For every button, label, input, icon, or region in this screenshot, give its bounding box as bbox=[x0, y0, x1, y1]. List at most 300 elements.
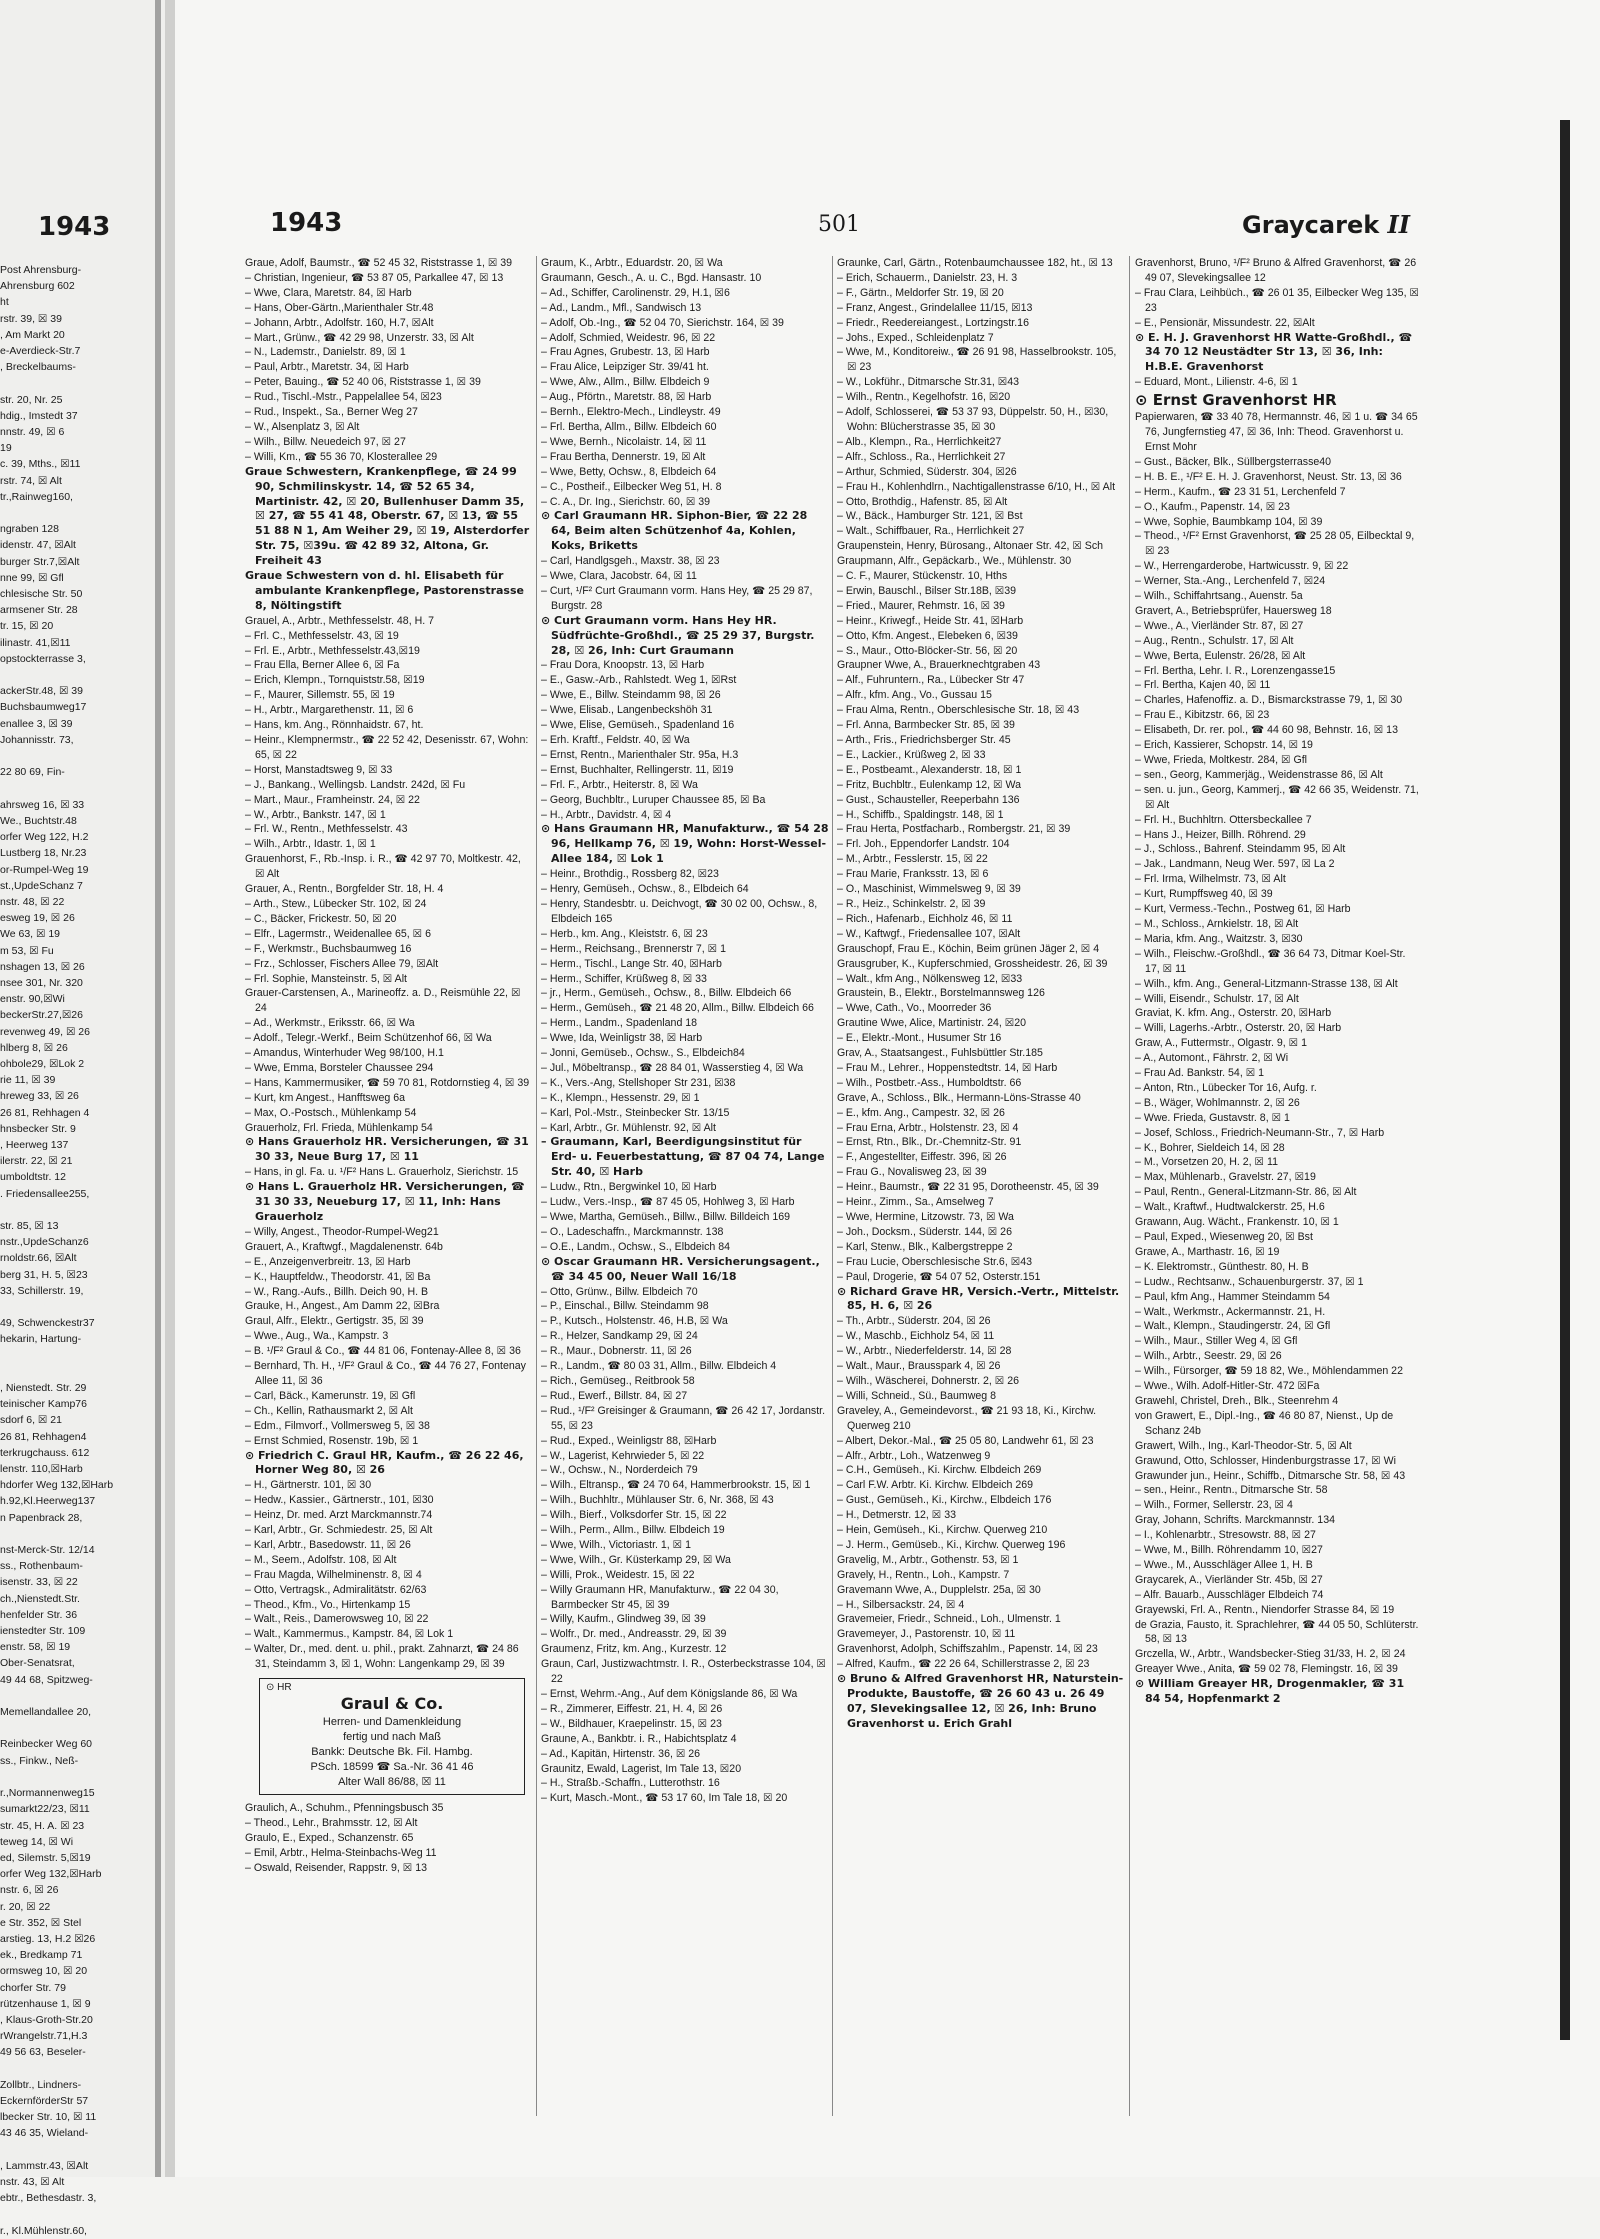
directory-entry: – Rud., Tischl.-Mstr., Pappelallee 54, ☒23 bbox=[245, 391, 442, 404]
left-fragment-line bbox=[0, 1526, 155, 1542]
left-fragment-line: ss., Finkw., Neß- bbox=[0, 1754, 79, 1767]
directory-entry: Grauenhorst, F., Rb.-Insp. i. R., ☎ 42 97 70, Moltkestr. 42, ☒ Alt bbox=[245, 853, 521, 881]
left-fragment-line bbox=[0, 1769, 155, 1785]
directory-entry: – Kurt, Vermess.-Techn., Postweg 61, ☒ Harb bbox=[1135, 903, 1351, 916]
directory-entry: Grauert, A., Kraftwgf., Magdalenenstr. 64b bbox=[245, 1240, 443, 1253]
directory-entry: – Gust., Gemüseh., Ki., Kirchw., Elbdeich 176 bbox=[837, 1494, 1052, 1507]
directory-entry: ⊙ Bruno & Alfred Gravenhorst HR, Naturstein-Produkte, Baustoffe, ☎ 26 60 43 u. 26 49 07, Slevekingsallee 12, ☒ 26, Inh: Bruno Gravenhorst u. Erich Grahl bbox=[837, 1672, 1124, 1730]
directory-entry: – Jonni, Gemüseb., Ochsw., S., Elbdeich84 bbox=[541, 1047, 745, 1060]
directory-entry: – W., Lokführ., Ditmarsche Str.31, ☒43 bbox=[837, 376, 1020, 389]
directory-entry: – Frau G., Novalisweg 23, ☒ 39 bbox=[837, 1166, 987, 1179]
left-fragment-line: Ahrensburg 602 bbox=[0, 280, 75, 293]
left-fragment-line: n Papenbrack 28, bbox=[0, 1511, 83, 1524]
directory-entry: – Franz, Angest., Grindelallee 11/15, ☒13 bbox=[837, 301, 1033, 314]
directory-entry: – Walt., Kammermus., Kampstr. 84, ☒ Lok 1 bbox=[245, 1628, 454, 1641]
directory-entry: – Willy, Kaufm., Glindweg 39, ☒ 39 bbox=[541, 1613, 706, 1626]
directory-entry: – Heinr., Zimm., Sa., Amselweg 7 bbox=[837, 1196, 994, 1209]
directory-entry: – Frl. Bertha, Kajen 40, ☒ 11 bbox=[1135, 679, 1271, 692]
directory-entry: – Karl, Arbtr., Gr. Mühlenstr. 92, ☒ Alt bbox=[541, 1121, 716, 1134]
directory-entry: – Kurt, km Angest., Hanfftsweg 6a bbox=[245, 1091, 405, 1104]
directory-entry: – Willi, Schneid., Sü., Baumweg 8 bbox=[837, 1389, 996, 1402]
directory-entry: – Walt., Werkmstr., Ackermannstr. 21, H. bbox=[1135, 1305, 1326, 1318]
directory-entry: – Wwe, Wilh., Gr. Küsterkamp 29, ☒ Wa bbox=[541, 1553, 731, 1566]
directory-entry: – E., kfm. Ang., Campestr. 32, ☒ 26 bbox=[837, 1106, 1005, 1119]
left-fragment-line: henfelder Str. 36 bbox=[0, 1608, 78, 1621]
directory-entry: – Hedw., Kassier., Gärtnerstr., 101, ☒30 bbox=[245, 1494, 434, 1507]
left-page-text bbox=[0, 262, 155, 2239]
directory-entry: – Wwe, Wilh., Victoriastr. 1, ☒ 1 bbox=[541, 1538, 692, 1551]
directory-entry: – Elfr., Lagermstr., Weidenallee 65, ☒ 6 bbox=[245, 927, 431, 940]
directory-entry: – Edm., Filmvorf., Vollmersweg 5, ☒ 38 bbox=[245, 1419, 430, 1432]
directory-entry: von Grawert, E., Dipl.-Ing., ☎ 46 80 87, Nienst., Up de Schanz 24b bbox=[1135, 1409, 1394, 1437]
directory-entry: ⊙ Curt Graumann vorm. Hans Hey HR. Südfrüchte-Großhdl., ☎ 25 29 37, Burgstr. 28, ☒ 26, Inh: Curt Graumann bbox=[541, 613, 815, 657]
left-fragment-line: r. 20, ☒ 22 bbox=[0, 1900, 51, 1913]
directory-entry: – Alfr., kfm. Ang., Vo., Gussau 15 bbox=[837, 689, 992, 702]
directory-entry: – W., Alsenplatz 3, ☒ Alt bbox=[245, 420, 360, 433]
advertisement-box bbox=[259, 1678, 525, 1795]
directory-entry: – Adolf, Schlosserei, ☎ 53 37 93, Düppelstr. 50, H., ☒30, Wohn: Blücherstrasse 35, ☒ 30 bbox=[837, 406, 1109, 433]
left-fragment-line: hdig., Imstedt 37 bbox=[0, 409, 78, 422]
directory-entry: – Heinr., Baumstr., ☎ 22 31 95, Dorotheenstr. 45, ☒ 39 bbox=[837, 1181, 1099, 1194]
directory-entry: – Otto, Grünw., Billw. Elbdeich 70 bbox=[541, 1285, 698, 1298]
directory-entry: – R., Maur., Dobnerstr. 11, ☒ 26 bbox=[541, 1345, 692, 1358]
directory-entry: – E., Elektr.-Mont., Husumer Str 16 bbox=[837, 1032, 1002, 1045]
directory-entry: – Kurt, Rumpffsweg 40, ☒ 39 bbox=[1135, 888, 1273, 901]
directory-entry: – Josef, Schloss., Friedrich-Neumann-Str., 7, ☒ Harb bbox=[1135, 1126, 1385, 1139]
directory-entry: – Horst, Manstadtsweg 9, ☒ 33 bbox=[245, 763, 393, 776]
directory-entry: – R., Zimmerer, Eiffestr. 21, H. 4, ☒ 26 bbox=[541, 1702, 723, 1715]
directory-entry: Graue, Adolf, Baumstr., ☎ 52 45 32, Riststrasse 1, ☒ 39 bbox=[245, 257, 513, 269]
column-1 bbox=[245, 256, 533, 2116]
left-fragment-line: hekarin, Hartung- bbox=[0, 1333, 82, 1346]
directory-entry: – E., Pensionär, Missundestr. 22, ☒Alt bbox=[1135, 316, 1315, 329]
left-fragment-line: hnsbecker Str. 9 bbox=[0, 1122, 76, 1135]
left-fragment-line: Zollbtr., Lindners- bbox=[0, 2078, 82, 2091]
left-fragment-line: 33, Schillerstr. 19, bbox=[0, 1284, 84, 1297]
left-fragment-line: enallee 3, ☒ 39 bbox=[0, 717, 73, 730]
book-gutter bbox=[165, 0, 175, 2177]
directory-entry: – Theod., Lehr., Brahmsstr. 12, ☒ Alt bbox=[245, 1817, 418, 1829]
directory-entry: – Alfr., Schloss., Ra., Herrlichkeit 27 bbox=[837, 450, 1006, 463]
directory-entry: – W., Lagerist, Kehrwieder 5, ☒ 22 bbox=[541, 1449, 705, 1462]
directory-entry: – Wwe, Betty, Ochsw., 8, Elbdeich 64 bbox=[541, 465, 717, 478]
directory-entry: – Frl. Joh., Eppendorfer Landstr. 104 bbox=[837, 838, 1010, 851]
directory-entry: – Walt., Maur., Brausspark 4, ☒ 26 bbox=[837, 1360, 1001, 1373]
directory-entry: – Wilh., Bierf., Volksdorfer Str. 15, ☒ 22 bbox=[541, 1509, 727, 1522]
directory-entry: – Ernst, Rentn., Marienthaler Str. 95a, H.3 bbox=[541, 748, 739, 761]
directory-entry: Gravenhorst, Adolph, Schiffszahlm., Papenstr. 14, ☒ 23 bbox=[837, 1643, 1098, 1656]
directory-entry: – Wilh., kfm. Ang., General-Litzmann-Strasse 138, ☒ Alt bbox=[1135, 977, 1398, 990]
directory-entry: – Theod., ¹/F² Ernst Gravenhorst, ☎ 25 28 05, Eilbecktal 9, ☒ 23 bbox=[1135, 530, 1415, 558]
left-fragment-line: e Str. 352, ☒ Stel bbox=[0, 1916, 82, 1929]
left-fragment-line: ngraben 128 bbox=[0, 523, 59, 536]
directory-entry: – Frau Lucie, Oberschlesische Str.6, ☒43 bbox=[837, 1255, 1032, 1268]
directory-entry: Graune, A., Bankbtr. i. R., Habichtsplatz 4 bbox=[541, 1732, 737, 1745]
directory-entry: – Alfr. Bauarb., Ausschläger Elbdeich 74 bbox=[1135, 1588, 1324, 1601]
left-fragment-line: ohbole29, ☒Lok 2 bbox=[0, 1057, 85, 1070]
directory-entry: – Curt, ¹/F² Curt Graumann vorm. Hans Hey, ☎ 25 29 87, Burgstr. 28 bbox=[541, 584, 813, 612]
directory-entry: – Frau E., Kibitzstr. 66, ☒ 23 bbox=[1135, 709, 1270, 722]
directory-entry: – Wilh., Postbetr.-Ass., Humboldtstr. 66 bbox=[837, 1076, 1022, 1089]
directory-entry: – Wilh., Arbtr., Idastr. 1, ☒ 1 bbox=[245, 838, 376, 851]
directory-entry: – Amandus, Winterhuder Weg 98/100, H.1 bbox=[245, 1047, 444, 1060]
directory-entry: – Paul, kfm Ang., Hammer Steindamm 54 bbox=[1135, 1290, 1330, 1303]
left-fragment-line: 19 bbox=[0, 442, 12, 455]
column-rule bbox=[1129, 256, 1130, 2116]
directory-entry: – Willi, Km., ☎ 55 36 70, Klosterallee 29 bbox=[245, 450, 438, 463]
left-fragment-line: lbecker Str. 10, ☒ 11 bbox=[0, 2111, 97, 2124]
directory-entry: – Fritz, Buchbltr., Eulenkamp 12, ☒ Wa bbox=[837, 778, 1021, 791]
directory-entry: – J. Herm., Gemüseb., Ki., Kirchw. Querweg 196 bbox=[837, 1538, 1066, 1551]
directory-entry: – M., Vorsetzen 20, H. 2, ☒ 11 bbox=[1135, 1156, 1278, 1169]
left-fragment-line: ch.,Nienstedt.Str. bbox=[0, 1592, 80, 1605]
left-fragment-line bbox=[0, 781, 155, 797]
directory-entry: Gravely, H., Rentn., Loh., Kampstr. 7 bbox=[837, 1568, 1010, 1581]
directory-entry: – Frau Ad. Bankstr. 54, ☒ 1 bbox=[1135, 1067, 1265, 1080]
directory-entry: – Wilh., Former, Sellerstr. 23, ☒ 4 bbox=[1135, 1499, 1293, 1512]
directory-entry: – W., Bildhauer, Kraepelinstr. 15, ☒ 23 bbox=[541, 1717, 722, 1730]
directory-entry: – E., Postbeamt., Alexanderstr. 18, ☒ 1 bbox=[837, 763, 1022, 776]
directory-entry: – Henry, Gemüseh., Ochsw., 8., Elbdeich 64 bbox=[541, 883, 749, 896]
directory-entry: – Johann, Arbtr., Adolfstr. 160, H.7, ☒Alt bbox=[245, 316, 434, 329]
directory-entry: – Wilh., Rentn., Kegelhofstr. 16, ☒20 bbox=[837, 391, 1011, 404]
left-fragment-line: st.,UpdeSchanz 7 bbox=[0, 879, 83, 892]
directory-entry: – Willy, Angest., Theodor-Rumpel-Weg21 bbox=[245, 1225, 439, 1238]
ad-line1: Herren- und Damenkleidung bbox=[322, 1716, 462, 1729]
directory-entry: – Paul, Rentn., General-Litzmann-Str. 86, ☒ Alt bbox=[1135, 1186, 1357, 1199]
directory-entry: – Frau Dora, Knoopstr. 13, ☒ Harb bbox=[541, 659, 705, 672]
directory-entry: – Rich., Gemüseg., Reitbrook 58 bbox=[541, 1374, 695, 1387]
left-fragment-line: Memellandallee 20, bbox=[0, 1706, 92, 1719]
directory-entry: – Wwe., A., Vierländer Str. 87, ☒ 27 bbox=[1135, 619, 1304, 632]
directory-entry: Grawann, Aug. Wächt., Frankenstr. 10, ☒ 1 bbox=[1135, 1216, 1339, 1229]
directory-entry: Grausgruber, K., Kupferschmied, Grossheidestr. 26, ☒ 39 bbox=[837, 957, 1108, 970]
directory-entry: – O., Kaufm., Papenstr. 14, ☒ 23 bbox=[1135, 500, 1290, 513]
directory-entry: – R., Helzer, Sandkamp 29, ☒ 24 bbox=[541, 1330, 698, 1343]
directory-entry: – Wwe, Clara, Jacobstr. 64, ☒ 11 bbox=[541, 570, 697, 583]
directory-entry: Graycarek, A., Vierländer Str. 45b, ☒ 27 bbox=[1135, 1573, 1323, 1586]
directory-entry: – Willy Graumann HR, Manufakturw., ☎ 22 04 30, Barmbecker Str 45, ☒ 39 bbox=[541, 1583, 779, 1611]
page-edge bbox=[1560, 120, 1570, 2040]
left-fragment-line: lenstr. 110,☒Harb bbox=[0, 1463, 83, 1476]
directory-entry: – J., Bankang., Wellingsb. Landstr. 242d, ☒ Fu bbox=[245, 778, 466, 791]
directory-entry: – Ernst, Buchhalter, Rellingerstr. 11, ☒19 bbox=[541, 763, 734, 776]
left-fragment-line: nsee 301, Nr. 320 bbox=[0, 976, 83, 989]
ad-line2: fertig und nach Maß bbox=[343, 1731, 441, 1744]
directory-entry: – sen. u. jun., Georg, Kammerj., ☎ 42 66 35, Weidenstr. 71, ☒ Alt bbox=[1135, 783, 1419, 811]
directory-entry: Grauke, H., Angest., Am Damm 22, ☒Bra bbox=[245, 1300, 440, 1313]
left-fragment-line: sumarkt22/23, ☒11 bbox=[0, 1803, 90, 1816]
directory-entry: – Hans, Ober-Gärtn.,Marienthaler Str.48 bbox=[245, 301, 434, 314]
directory-entry: – Frl. Bertha, Lehr. I. R., Lorenzengasse15 bbox=[1135, 664, 1336, 677]
directory-entry: – Ad., Landm., Mfl., Sandwisch 13 bbox=[541, 301, 702, 314]
directory-entry: – B., Wäger, Wohlmannstr. 2, ☒ 26 bbox=[1135, 1096, 1300, 1109]
directory-entry: – Ad., Schiffer, Carolinenstr. 29, H.1, ☒6 bbox=[541, 286, 730, 299]
column-4 bbox=[1135, 256, 1423, 2116]
directory-entry: – K., Klempn., Hessenstr. 29, ☒ 1 bbox=[541, 1091, 700, 1104]
directory-entry: – Frl. H., Buchhltrn. Ottersbeckallee 7 bbox=[1135, 813, 1312, 826]
directory-entry: – Wwe., M., Ausschläger Allee 1, H. B bbox=[1135, 1558, 1313, 1571]
directory-entry: Graulo, E., Exped., Schanzenstr. 65 bbox=[245, 1831, 414, 1844]
directory-entry: – Frl. Bertha, Allm., Billw. Elbdeich 60 bbox=[541, 420, 717, 433]
directory-entry: – Alfred, Kaufm., ☎ 22 26 64, Schillerstrasse 2, ☒ 23 bbox=[837, 1658, 1090, 1671]
left-fragment-line: Post Ahrensburg- bbox=[0, 264, 82, 276]
directory-entry: – Fried., Maurer, Rehmstr. 16, ☒ 39 bbox=[837, 599, 1005, 612]
directory-entry: Graupenstein, Henry, Bürosang., Altonaer Str. 42, ☒ Sch bbox=[837, 540, 1104, 553]
directory-entry: – sen., Georg, Kammerjäg., Weidenstrasse 86, ☒ Alt bbox=[1135, 768, 1383, 781]
directory-entry: – Christian, Ingenieur, ☎ 53 87 05, Parkallee 47, ☒ 13 bbox=[245, 271, 504, 284]
left-fragment-line: ackerStr.48, ☒ 39 bbox=[0, 685, 83, 698]
directory-entry: – Karl, Arbtr., Basedowstr. 11, ☒ 26 bbox=[245, 1538, 411, 1551]
directory-entry: – Wilh., Buchhltr., Mühlauser Str. 6, Nr. 368, ☒ 43 bbox=[541, 1494, 774, 1507]
directory-entry: – Wwe, Emma, Borsteler Chaussee 294 bbox=[245, 1061, 434, 1074]
directory-entry: – C. A., Dr. Ing., Sierichstr. 60, ☒ 39 bbox=[541, 495, 711, 508]
left-fragment-line: burger Str.7,☒Alt bbox=[0, 555, 80, 568]
directory-entry: – O., Maschinist, Wimmelsweg 9, ☒ 39 bbox=[837, 883, 1021, 896]
directory-entry: – Hans, km. Ang., Rönnhaidstr. 67, ht. bbox=[245, 719, 424, 732]
directory-entry: Graunke, Carl, Gärtn., Rotenbaumchaussee 182, ht., ☒ 13 bbox=[837, 257, 1113, 269]
directory-entry: – P., Einschal., Billw. Steindamm 98 bbox=[541, 1300, 709, 1313]
directory-entry: – Wwe., Aug., Wa., Kampstr. 3 bbox=[245, 1330, 389, 1343]
left-fragment-line: ilinastr. 41,☒11 bbox=[0, 636, 71, 649]
directory-entry: – Mart., Grünw., ☎ 42 29 98, Unzerstr. 33, ☒ Alt bbox=[245, 331, 474, 344]
directory-entry: Grauschopf, Frau E., Köchin, Beim grünen Jäger 2, ☒ 4 bbox=[837, 942, 1100, 955]
directory-entry: Graumann, Gesch., A. u. C., Bgd. Hansastr. 10 bbox=[541, 271, 762, 284]
directory-entry: – Wilh., Eltransp., ☎ 24 70 64, Hammerbrookstr. 15, ☒ 1 bbox=[541, 1479, 811, 1492]
directory-entry: – Carl, Handlgsgeh., Maxstr. 38, ☒ 23 bbox=[541, 555, 720, 568]
directory-entry: – Adolf, Ob.-Ing., ☎ 52 04 70, Sierichstr. 164, ☒ 39 bbox=[541, 316, 784, 329]
left-fragment-line: chlesische Str. 50 bbox=[0, 588, 83, 601]
left-fragment-line: rnoldstr.66, ☒Alt bbox=[0, 1252, 77, 1265]
column-rule bbox=[832, 256, 833, 2116]
directory-entry: Grawehl, Christel, Dreh., Blk., Steenrehm 4 bbox=[1135, 1394, 1339, 1407]
directory-entry: – Eduard, Mont., Lilienstr. 4-6, ☒ 1 bbox=[1135, 376, 1298, 389]
directory-entry: Gray, Johann, Schrifts. Marckmannstr. 134 bbox=[1135, 1514, 1335, 1527]
directory-entry: ⊙ Hans Grauerholz HR. Versicherungen, ☎ 31 30 33, Neue Burg 17, ☒ 11 bbox=[245, 1135, 529, 1164]
directory-entry: – Wwe, Clara, Maretstr. 84, ☒ Harb bbox=[245, 286, 412, 299]
directory-entry: – I., Kohlenarbtr., Stresowstr. 88, ☒ 27 bbox=[1135, 1529, 1316, 1542]
directory-entry: – Wwe, Bernh., Nicolaistr. 14, ☒ 11 bbox=[541, 435, 707, 448]
left-fragment-line: We 63, ☒ 19 bbox=[0, 928, 61, 941]
left-fragment-line: beckerStr.27,☒26 bbox=[0, 1009, 83, 1022]
left-fragment-line: 49, Schwenckestr37 bbox=[0, 1317, 95, 1330]
left-fragment-line: Reinbecker Weg 60 bbox=[0, 1738, 93, 1751]
left-fragment-line: Buchsbaumweg17 bbox=[0, 701, 87, 714]
directory-entry: – Arth., Stew., Lübecker Str. 102, ☒ 24 bbox=[245, 897, 427, 910]
directory-entry: – Ludw., Vers.-Insp., ☎ 87 45 05, Hohlweg 3, ☒ Harb bbox=[541, 1196, 795, 1209]
directory-entry: – C.H., Gemüseh., Ki. Kirchw. Elbdeich 269 bbox=[837, 1464, 1042, 1477]
directory-entry: – Max, Mühlenarb., Gravelstr. 27, ☒19 bbox=[1135, 1171, 1316, 1184]
directory-entry: – Rich., Hafenarb., Eichholz 46, ☒ 11 bbox=[837, 912, 1013, 925]
directory-entry: Graul, Alfr., Elektr., Gertigstr. 35, ☒ 39 bbox=[245, 1315, 424, 1328]
directory-entry: – Wwe, Cath., Vo., Moorreder 36 bbox=[837, 1002, 992, 1015]
left-fragment-line: , Nienstedt. Str. 29 bbox=[0, 1382, 87, 1395]
left-fragment-line: r., Kl.Mühlenstr.60, bbox=[0, 2224, 87, 2237]
directory-entry: – Hans J., Heizer, Billh. Röhrend. 29 bbox=[1135, 828, 1306, 841]
page-shadow bbox=[155, 0, 161, 2177]
left-fragment-line: or-Rumpel-Weg 19 bbox=[0, 863, 89, 876]
directory-entry: – Willi, Lagerhs.-Arbtr., Osterstr. 20, ☒ Harb bbox=[1135, 1022, 1342, 1035]
left-fragment-line: arstieg. 13, H.2 ☒26 bbox=[0, 1932, 96, 1945]
left-fragment-line: , Am Markt 20 bbox=[0, 328, 65, 341]
directory-entry: – Erh. Kraftf., Feldstr. 40, ☒ Wa bbox=[541, 734, 690, 746]
directory-entry: – Walt., Klempn., Staudingerstr. 24, ☒ Gfl bbox=[1135, 1320, 1331, 1333]
left-fragment-line: 43 46 35, Wieland- bbox=[0, 2127, 89, 2140]
directory-entry: – Elisabeth, Dr. rer. pol., ☎ 44 60 98, Behnstr. 16, ☒ 13 bbox=[1135, 724, 1398, 737]
left-fragment-line: ebtr., Bethesdastr. 3, bbox=[0, 2192, 97, 2205]
directory-entry: – O., Ladeschaffn., Marckmannstr. 138 bbox=[541, 1225, 724, 1238]
directory-entry: – Frz., Schlosser, Fischers Allee 79, ☒Alt bbox=[245, 957, 439, 970]
directory-entry: – Adolf., Telegr.-Werkf., Beim Schützenhof 66, ☒ Wa bbox=[245, 1032, 492, 1045]
directory-entry: – Bernhard, Th. H., ¹/F² Graul & Co., ☎ 44 76 27, Fontenay Allee 11, ☒ 36 bbox=[245, 1360, 526, 1387]
ad-marks: ⊙ HR bbox=[266, 1682, 292, 1694]
directory-entry: – Frau Alice, Leipziger Str. 39/41 ht. bbox=[541, 361, 709, 374]
left-fragment-line: Lustberg 18, Nr.23 bbox=[0, 847, 87, 860]
directory-entry: – Herb., km. Ang., Kleiststr. 6, ☒ 23 bbox=[541, 927, 708, 940]
directory-entry: – Frau Clara, Leihbüch., ☎ 26 01 35, Eilbecker Weg 135, ☒ 23 bbox=[1135, 286, 1419, 314]
left-fragment-line: m 53, ☒ Fu bbox=[0, 944, 54, 957]
directory-entry: Gravert, A., Betriebsprüfer, Hauersweg 18 bbox=[1135, 604, 1332, 617]
directory-entry: Grautine Wwe, Alice, Martinistr. 24, ☒20 bbox=[837, 1017, 1027, 1030]
directory-entry: – Gust., Bäcker, Blk., Süllbergsterrasse40 bbox=[1135, 455, 1332, 468]
directory-entry: – J., Schloss., Bahrenf. Steindamm 95, ☒ Alt bbox=[1135, 843, 1346, 856]
left-fragment-line bbox=[0, 1299, 155, 1315]
directory-columns bbox=[245, 256, 1430, 2136]
directory-entry: – Paul, Drogerie, ☎ 54 07 52, Osterstr.151 bbox=[837, 1270, 1041, 1283]
directory-entry: – Charles, Hafenoffiz. a. D., Bismarckstrasse 79, 1, ☒ 30 bbox=[1135, 694, 1403, 707]
directory-entry: Graumenz, Fritz, km. Ang., Kurzestr. 12 bbox=[541, 1643, 727, 1656]
directory-entry: – Wwe., Wilh. Adolf-Hitler-Str. 472 ☒Fa bbox=[1135, 1380, 1320, 1393]
directory-entry: – Willi, Eisendr., Schulstr. 17, ☒ Alt bbox=[1135, 992, 1299, 1005]
directory-entry: – Alfr., Arbtr., Loh., Watzenweg 9 bbox=[837, 1449, 991, 1462]
left-fragment-line bbox=[0, 667, 155, 683]
directory-entry: Grav, A., Staatsangest., Fuhlsbüttler Str.185 bbox=[837, 1047, 1043, 1060]
directory-entry: – H., Gärtnerstr. 101, ☒ 30 bbox=[245, 1479, 372, 1492]
left-fragment-line: Ober-Senatsrat, bbox=[0, 1657, 75, 1670]
directory-entry: – Hein, Gemüseh., Ki., Kirchw. Querweg 210 bbox=[837, 1524, 1048, 1537]
directory-entry: – Th., Arbtr., Süderstr. 204, ☒ 26 bbox=[837, 1315, 991, 1328]
left-fragment-line: tr. 15, ☒ 20 bbox=[0, 620, 54, 633]
directory-entry: Grawe, A., Marthastr. 16, ☒ 19 bbox=[1135, 1245, 1280, 1258]
column-3 bbox=[837, 256, 1125, 2116]
left-fragment-line: isenstr. 33, ☒ 22 bbox=[0, 1576, 78, 1589]
left-fragment-line: EckernförderStr 57 bbox=[0, 2094, 89, 2107]
left-fragment-line bbox=[0, 1348, 155, 1364]
directory-entry: – Herm., Tischl., Lange Str. 40, ☒Harb bbox=[541, 957, 722, 970]
left-fragment-line: 22 80 69, Fin- bbox=[0, 766, 65, 779]
directory-entry: – Ernst, Wehrm.-Ang., Auf dem Königslande 86, ☒ Wa bbox=[541, 1688, 798, 1700]
directory-entry: Graum, K., Arbtr., Eduardstr. 20, ☒ Wa bbox=[541, 257, 723, 269]
directory-entry: – Wwe, Frieda, Moltkestr. 284, ☒ Gfl bbox=[1135, 754, 1307, 766]
page-year: 1943 bbox=[270, 208, 343, 238]
left-fragment-line: nshagen 13, ☒ 26 bbox=[0, 960, 85, 973]
left-fragment-line: str. 85, ☒ 13 bbox=[0, 1219, 59, 1232]
name-range: Graycarek II bbox=[1242, 210, 1410, 239]
directory-entry: – Frl. Sophie, Mansteinstr. 5, ☒ Alt bbox=[245, 972, 407, 985]
left-fragment-line: ilerstr. 22, ☒ 21 bbox=[0, 1155, 73, 1168]
directory-entry: Gravelig, M., Arbtr., Gothenstr. 53, ☒ 1 bbox=[837, 1553, 1019, 1566]
directory-entry: – Wilh., Fürsorger, ☎ 59 18 82, We., Möhlendammen 22 bbox=[1135, 1365, 1403, 1378]
directory-entry: – Heinz, Dr. med. Arzt Marckmannstr.74 bbox=[245, 1509, 433, 1522]
directory-entry: ⊙ Ernst Gravenhorst HR bbox=[1135, 391, 1337, 410]
directory-entry: Graveley, A., Gemeindevorst., ☎ 21 93 18, Ki., Kirchw. Querweg 210 bbox=[837, 1404, 1097, 1432]
left-fragment-line bbox=[0, 2206, 155, 2222]
directory-entry: – Rud., Ewerf., Billstr. 84, ☒ 27 bbox=[541, 1389, 688, 1402]
directory-entry: – K., Bohrer, Sieldeich 14, ☒ 28 bbox=[1135, 1141, 1285, 1154]
directory-entry: – Wolfr., Dr. med., Andreasstr. 29, ☒ 39 bbox=[541, 1628, 727, 1641]
directory-entry: – Frau Erna, Arbtr., Holstenstr. 23, ☒ 4 bbox=[837, 1121, 1019, 1134]
left-fragment-line: ahrsweg 16, ☒ 33 bbox=[0, 798, 85, 811]
directory-entry: – Paul, Exped., Wiesenweg 20, ☒ Bst bbox=[1135, 1231, 1313, 1243]
left-fragment-line: , Breckelbaums- bbox=[0, 361, 76, 374]
directory-entry: – Frl. E., Arbtr., Methfesselstr.43,☒19 bbox=[245, 644, 420, 657]
directory-entry: Graun, Carl, Justizwachtmstr. I. R., Osterbeckstrasse 104, ☒ 22 bbox=[541, 1658, 827, 1686]
left-fragment-line: sdorf 6, ☒ 21 bbox=[0, 1414, 62, 1427]
directory-entry: Gravemeier, Friedr., Schneid., Loh., Ulmenstr. 1 bbox=[837, 1613, 1061, 1626]
directory-entry: – Heinr., Klempnermstr., ☎ 22 52 42, Desenisstr. 67, Wohn: 65, ☒ 22 bbox=[245, 734, 529, 761]
directory-entry: – Otto, Kfm. Angest., Elebeken 6, ☒39 bbox=[837, 629, 1018, 642]
directory-entry: – M., Seem., Adolfstr. 108, ☒ Alt bbox=[245, 1553, 397, 1566]
directory-entry: ⊙ E. H. J. Gravenhorst HR Watte-Großhdl., ☎ 34 70 12 Neustädter Str 13, ☒ 36, Inh: H.B.E. Gravenhorst bbox=[1135, 330, 1413, 374]
left-fragment-line: , Heerweg 137 bbox=[0, 1138, 69, 1151]
directory-entry: – M., Schloss., Arnkielstr. 18, ☒ Alt bbox=[1135, 917, 1299, 930]
directory-entry: ⊙ William Greayer HR, Drogenmakler, ☎ 31 84 54, Hopfenmarkt 2 bbox=[1135, 1677, 1405, 1706]
directory-entry: – C. F., Maurer, Stückenstr. 10, Hths bbox=[837, 570, 1008, 583]
left-fragment-line: nnstr. 49, ☒ 6 bbox=[0, 426, 65, 439]
directory-entry: Gravemann Wwe, A., Dupplelstr. 25a, ☒ 30 bbox=[837, 1583, 1041, 1596]
directory-entry: – W., Arbtr., Niederfelderstr. 14, ☒ 28 bbox=[837, 1345, 1012, 1358]
directory-entry: – B. ¹/F² Graul & Co., ☎ 44 81 06, Fontenay-Allee 8, ☒ 36 bbox=[245, 1345, 521, 1358]
left-fragment-line: c. 39, Mths., ☒11 bbox=[0, 458, 81, 471]
directory-entry: – Alf., Fuhruntern., Ra., Lübecker Str 47 bbox=[837, 674, 1025, 687]
directory-page bbox=[175, 0, 1600, 2177]
directory-entry: Grauer, A., Rentn., Borgfelder Str. 18, H. 4 bbox=[245, 883, 444, 896]
left-fragment-line: umboldtstr. 12 bbox=[0, 1171, 66, 1184]
left-fragment-line: orfer Weg 132,☒Harb bbox=[0, 1868, 102, 1881]
left-fragment-line: 49 44 68, Spitzweg- bbox=[0, 1673, 93, 1686]
directory-entry: – Wwe, Elisab., Langenbeckshöh 31 bbox=[541, 704, 713, 717]
directory-entry: – Arth., Fris., Friedrichsberger Str. 45 bbox=[837, 734, 1011, 746]
directory-entry: – W., Herrengarderobe, Hartwicusstr. 9, ☒ 22 bbox=[1135, 560, 1349, 573]
directory-entry: – Johs., Exped., Schleidenplatz 7 bbox=[837, 331, 994, 344]
directory-entry: – Frau Agnes, Grubestr. 13, ☒ Harb bbox=[541, 346, 710, 359]
directory-entry: ⊙ Carl Graumann HR. Siphon-Bier, ☎ 22 28 64, Beim alten Schützenhof 4a, Kohlen, Koks, Briketts bbox=[541, 509, 808, 553]
directory-entry: – Frl. Irma, Wilhelmstr. 73, ☒ Alt bbox=[1135, 873, 1286, 886]
left-fragment-line: rstr. 39, ☒ 39 bbox=[0, 312, 62, 325]
left-fragment-line: rützenhause 1, ☒ 9 bbox=[0, 1997, 91, 2010]
left-fragment-line: idenstr. 47, ☒Alt bbox=[0, 539, 76, 552]
left-fragment-line: orfer Weg 122, H.2 bbox=[0, 831, 89, 844]
directory-entry: Grauer-Carstensen, A., Marineoffz. a. D., Reismühle 22, ☒ 24 bbox=[245, 987, 521, 1015]
directory-entry: – C., Bäcker, Frickestr. 50, ☒ 20 bbox=[245, 912, 397, 925]
directory-entry: – Aug., Pförtn., Maretstr. 88, ☒ Harb bbox=[541, 391, 712, 404]
directory-entry: – Frau H., Kohlenhdlrn., Nachtigallenstrasse 6/10, H., ☒ Alt bbox=[837, 480, 1116, 493]
directory-entry: – Wilh., Schiffahrtsang., Auenstr. 5a bbox=[1135, 590, 1303, 603]
directory-entry: – Ad., Werkmstr., Eriksstr. 66, ☒ Wa bbox=[245, 1017, 415, 1030]
left-fragment-line: enstr. 90,☒Wi bbox=[0, 993, 65, 1006]
directory-entry: – Frl. W., Rentn., Methfesselstr. 43 bbox=[245, 823, 408, 836]
directory-entry: – Ad., Kapitän, Hirtenstr. 36, ☒ 26 bbox=[541, 1747, 701, 1760]
directory-entry: – Frl. F., Arbtr., Heiterstr. 8, ☒ Wa bbox=[541, 778, 698, 791]
directory-entry: – P., Kutsch., Holstenstr. 46, H.B, ☒ Wa bbox=[541, 1315, 728, 1328]
directory-entry: – Frau Ella, Berner Allee 6, ☒ Fa bbox=[245, 659, 400, 672]
left-fragment-line: ht bbox=[0, 296, 9, 309]
directory-entry: – Erich, Klempn., Tornquiststr.58, ☒19 bbox=[245, 674, 425, 687]
directory-entry: – Willi, Prok., Weidestr. 15, ☒ 22 bbox=[541, 1568, 695, 1581]
directory-entry: – Frau Herta, Postfacharb., Rombergstr. 21, ☒ 39 bbox=[837, 823, 1071, 836]
directory-entry: – Wilh., Wäscherei, Dohnerstr. 2, ☒ 26 bbox=[837, 1374, 1020, 1387]
directory-entry: – Ch., Kellin, Rathausmarkt 2, ☒ Alt bbox=[245, 1404, 413, 1417]
